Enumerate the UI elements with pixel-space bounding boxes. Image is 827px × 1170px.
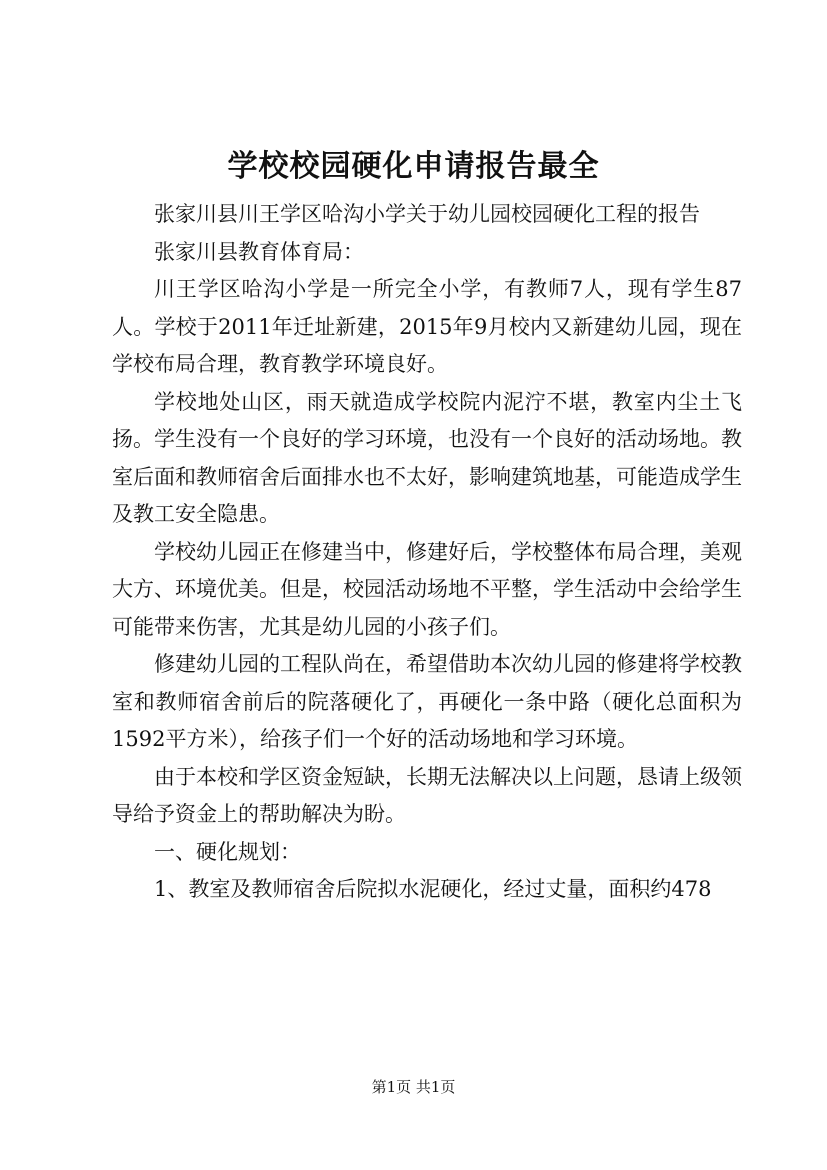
paragraph-kindergarten: 学校幼儿园正在修建当中，修建好后，学校整体布局合理，美观大方、环境优美。但是，校园活动场地不平整，学生活动中会给学生可能带来伤害，尤其是幼儿园的小孩子们。: [112, 539, 742, 639]
paragraph-report-heading: 张家川县川王学区哈沟小学关于幼儿园校园硬化工程的报告: [154, 202, 700, 226]
paragraph-funding: 由于本校和学区资金短缺，长期无法解决以上问题，恳请上级领导给予资金上的帮助解决为盼。: [112, 764, 742, 826]
paragraph-request: 修建幼儿园的工程队尚在，希望借助本次幼儿园的修建将学校教室和教师宿舍前后的院落硬化了，再硬化一条中路（硬化总面积为1592平方米），给孩子们一个好的活动场地和学习环境。: [112, 652, 742, 751]
paragraph-addressee: 张家川县教育体育局：: [154, 239, 364, 264]
document-body: [112, 196, 742, 909]
paragraph-plan-item-1: 1、教室及教师宿舍后院拟水泥硬化，经过丈量，面积约478: [154, 877, 712, 901]
document-title: 学校校园硬化申请报告最全: [227, 149, 600, 184]
paragraph-section-heading: 一、硬化规划：: [154, 839, 301, 864]
paragraph-school-intro: 川王学区哈沟小学是一所完全小学，有教师7人，现有学生87人。学校于2011年迁址新建，2015年9月校内又新建幼儿园，现在学校布局合理，教育教学环境良好。: [112, 277, 742, 376]
paragraph-problem: 学校地处山区，雨天就造成学校院内泥泞不堪，教室内尘土飞扬。学生没有一个良好的学习环境，也没有一个良好的活动场地。教室后面和教师宿舍后面排水也不太好，影响建筑地基，可能造成学生及教工安全隐患。: [112, 389, 742, 526]
page-number-footer: 第1页 共1页: [371, 1078, 456, 1096]
